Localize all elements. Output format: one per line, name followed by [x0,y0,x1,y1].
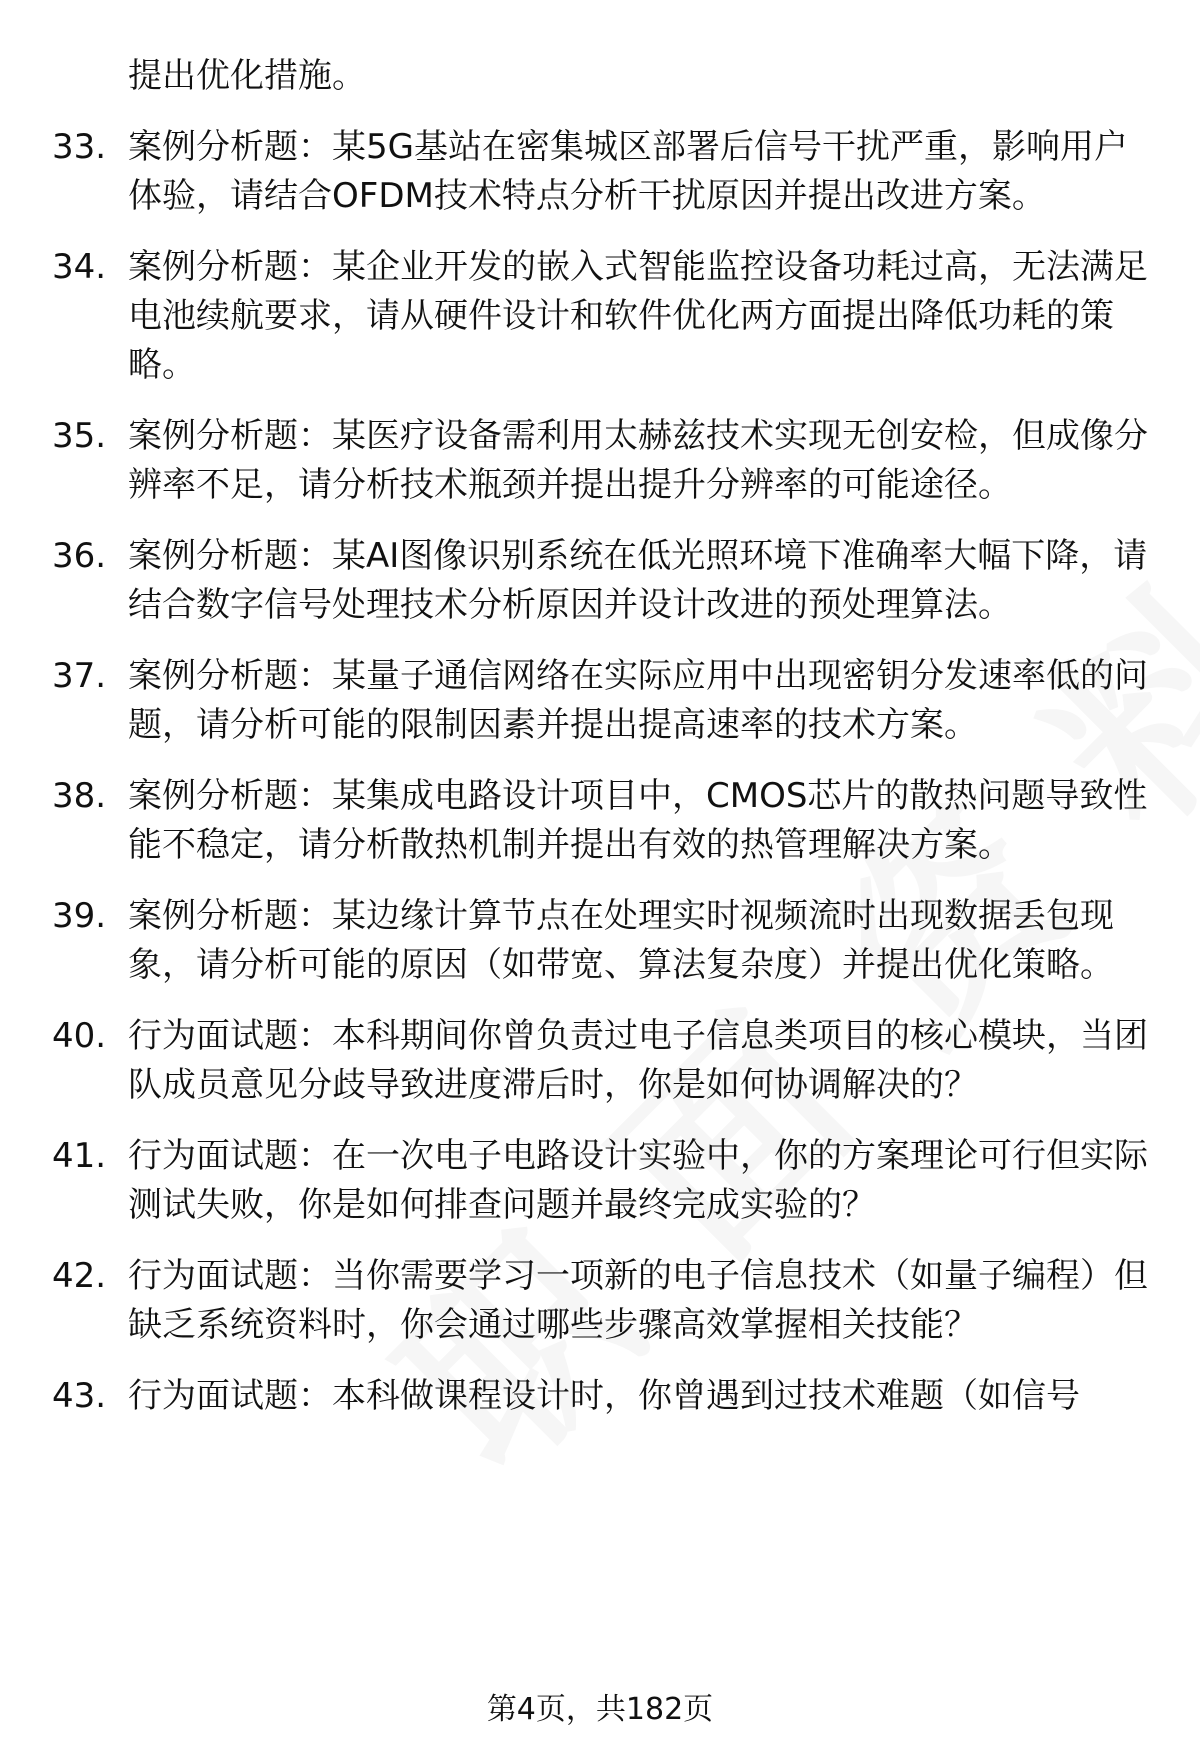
question-text: 案例分析题：某5G基站在密集城区部署后信号干扰严重，影响用户体验，请结合OFDM技术特点分析干扰原因并提出改进方案。 [128,127,1128,216]
question-item [52,532,1152,630]
question-item [52,892,1152,990]
question-number: 34. [52,247,107,287]
page-footer: 第4页，共182页 [486,1692,714,1727]
question-text: 案例分析题：某企业开发的嵌入式智能监控设备功耗过高，无法满足电池续航要求，请从硬件设计和软件优化两方面提出降低功耗的策略。 [128,247,1148,385]
question-text: 案例分析题：某集成电路设计项目中，CMOS芯片的散热问题导致性能不稳定，请分析散热机制并提出有效的热管理解决方案。 [128,776,1148,865]
question-number: 39. [52,896,107,936]
question-number: 43. [52,1376,107,1416]
question-number: 41. [52,1136,107,1176]
question-list [52,52,1152,1443]
question-item [52,1132,1152,1230]
question-item [52,412,1152,510]
question-text: 行为面试题：本科做课程设计时，你曾遇到过技术难题（如信号 [128,1376,1080,1416]
question-text: 案例分析题：某边缘计算节点在处理实时视频流时出现数据丢包现象，请分析可能的原因（如带宽、算法复杂度）并提出优化策略。 [128,896,1114,985]
question-text: 案例分析题：某医疗设备需利用太赫兹技术实现无创安检，但成像分辨率不足，请分析技术瓶颈并提出提升分辨率的可能途径。 [128,416,1148,505]
question-number: 40. [52,1016,107,1056]
question-item [52,1372,1152,1421]
question-number: 38. [52,776,107,816]
question-text: 行为面试题：在一次电子电路设计实验中，你的方案理论可行但实际测试失败，你是如何排查问题并最终完成实验的？ [128,1136,1148,1225]
question-item [52,1012,1152,1110]
question-number: 33. [52,127,107,167]
question-item [52,243,1152,390]
question-text: 行为面试题：本科期间你曾负责过电子信息类项目的核心模块，当团队成员意见分歧导致进度滞后时，你是如何协调解决的？ [128,1016,1148,1105]
question-text: 案例分析题：某AI图像识别系统在低光照环境下准确率大幅下降，请结合数字信号处理技术分析原因并设计改进的预处理算法。 [128,536,1148,625]
question-number: 35. [52,416,107,456]
question-text: 行为面试题：当你需要学习一项新的电子信息技术（如量子编程）但缺乏系统资料时，你会通过哪些步骤高效掌握相关技能？ [128,1256,1148,1345]
question-number: 37. [52,656,107,696]
continuation-text: 提出优化措施。 [128,56,366,96]
question-number: 36. [52,536,107,576]
question-item [52,123,1152,221]
question-item [52,1252,1152,1350]
question-text: 案例分析题：某量子通信网络在实际应用中出现密钥分发速率低的问题，请分析可能的限制因素并提出提高速率的技术方案。 [128,656,1148,745]
question-item [52,772,1152,870]
question-number: 42. [52,1256,107,1296]
question-item [52,652,1152,750]
